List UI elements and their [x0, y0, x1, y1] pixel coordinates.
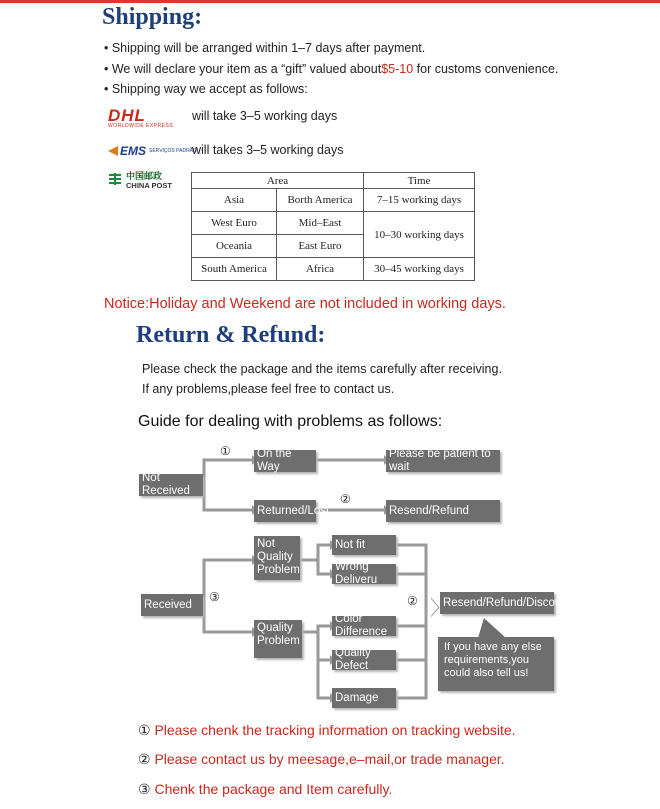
footnote-marker: ① [138, 722, 151, 738]
table-cell: Africa [277, 258, 364, 281]
table-header-area: Area [192, 173, 364, 189]
table-cell: West Euro [192, 212, 277, 235]
not-received-box: Not Received [139, 474, 203, 496]
china-post-logo-en: CHINA POST [126, 181, 172, 190]
resend-refund-box: Resend/Refund [386, 500, 500, 522]
marker-3: ③ [209, 590, 220, 604]
footnote-marker: ③ [138, 781, 151, 797]
china-post-logo-cn: 中国邮政 [126, 171, 163, 181]
table-cell: Mid–East [277, 212, 364, 235]
chevron-right-icon: 〉 [430, 598, 450, 620]
ems-logo-subtitle: SERVIÇOS PADRÃO [149, 148, 197, 154]
table-cell: Asia [192, 189, 277, 212]
shipping-heading: Shipping: [102, 4, 203, 30]
not-quality-problem-box: Not Quality Problem [254, 536, 300, 580]
patient-box: Please be patient to wait [386, 450, 500, 472]
table-cell: 7–15 working days [364, 189, 475, 212]
speech-bubble-tail [478, 618, 506, 638]
table-cell: 30–45 working days [364, 258, 475, 281]
marker-2: ② [340, 492, 351, 506]
table-cell: East Euro [277, 235, 364, 258]
footnote-text: Please chenk the tracking information on tracking website. [150, 722, 516, 738]
quality-defect-box: Quality Defect [332, 650, 396, 670]
marker-2-right: ② [407, 594, 418, 608]
damage-box: Damage [332, 688, 396, 708]
footnote-2 [138, 751, 505, 768]
not-fit-box: Not fit [332, 535, 396, 555]
table-header-time: Time [364, 173, 475, 189]
quality-problem-box: Quality Problem [254, 620, 302, 658]
bullet-text: • Shipping way we accept as follows: [104, 82, 308, 96]
bullet-text: • Shipping will be arranged within 1–7 days after payment. [104, 41, 426, 55]
dhl-logo-text: DHL [108, 106, 146, 125]
refund-line-1: Please check the package and the items carefully after receiving. [142, 362, 502, 376]
footnote-text: Chenk the package and Item carefully. [150, 781, 393, 797]
guide-heading: Guide for dealing with problems as follows: [138, 413, 443, 430]
table-cell: Oceania [192, 235, 277, 258]
footnote-3 [138, 781, 392, 798]
wrong-delivery-box: Wrong Deliveru [332, 564, 396, 584]
returned-lost-box: Returned/Lost [254, 500, 316, 522]
holiday-notice: Notice:Holiday and Weekend are not included in working days. [104, 296, 506, 312]
declared-value: $5-10 [381, 62, 414, 76]
dhl-delivery-time: will take 3–5 working days [192, 109, 338, 123]
table-cell: Borth America [277, 189, 364, 212]
on-the-way-box: On the Way [254, 450, 316, 472]
table-cell: 10–30 working days [364, 212, 475, 258]
color-difference-box: Color Difference [332, 616, 396, 636]
dhl-logo-subtitle: WORLDWIDE EXPRESS [108, 123, 174, 129]
bullet-text-suffix: for customs convenience. [413, 62, 559, 76]
footnote-text: Please contact us by meesage,e–mail,or trade manager. [150, 751, 505, 767]
table-cell: South America [192, 258, 277, 281]
refund-line-2: If any problems,please feel free to contact us. [142, 382, 395, 396]
footnote-1 [138, 722, 516, 739]
received-box: Received [141, 594, 203, 616]
resend-refund-discount-box: Resend/Refund/Discount [440, 592, 554, 614]
ems-delivery-time: will takes 3–5 working days [192, 143, 344, 157]
speech-bubble: If you have any else requirements,you could also tell us! [438, 637, 554, 691]
return-refund-heading: Return & Refund: [136, 322, 326, 348]
bullet-text: • We will declare your item as a “gift” valued about [104, 62, 382, 76]
marker-1: ① [220, 444, 231, 458]
footnote-marker: ② [138, 751, 151, 767]
ems-logo-text: EMS [120, 144, 147, 158]
